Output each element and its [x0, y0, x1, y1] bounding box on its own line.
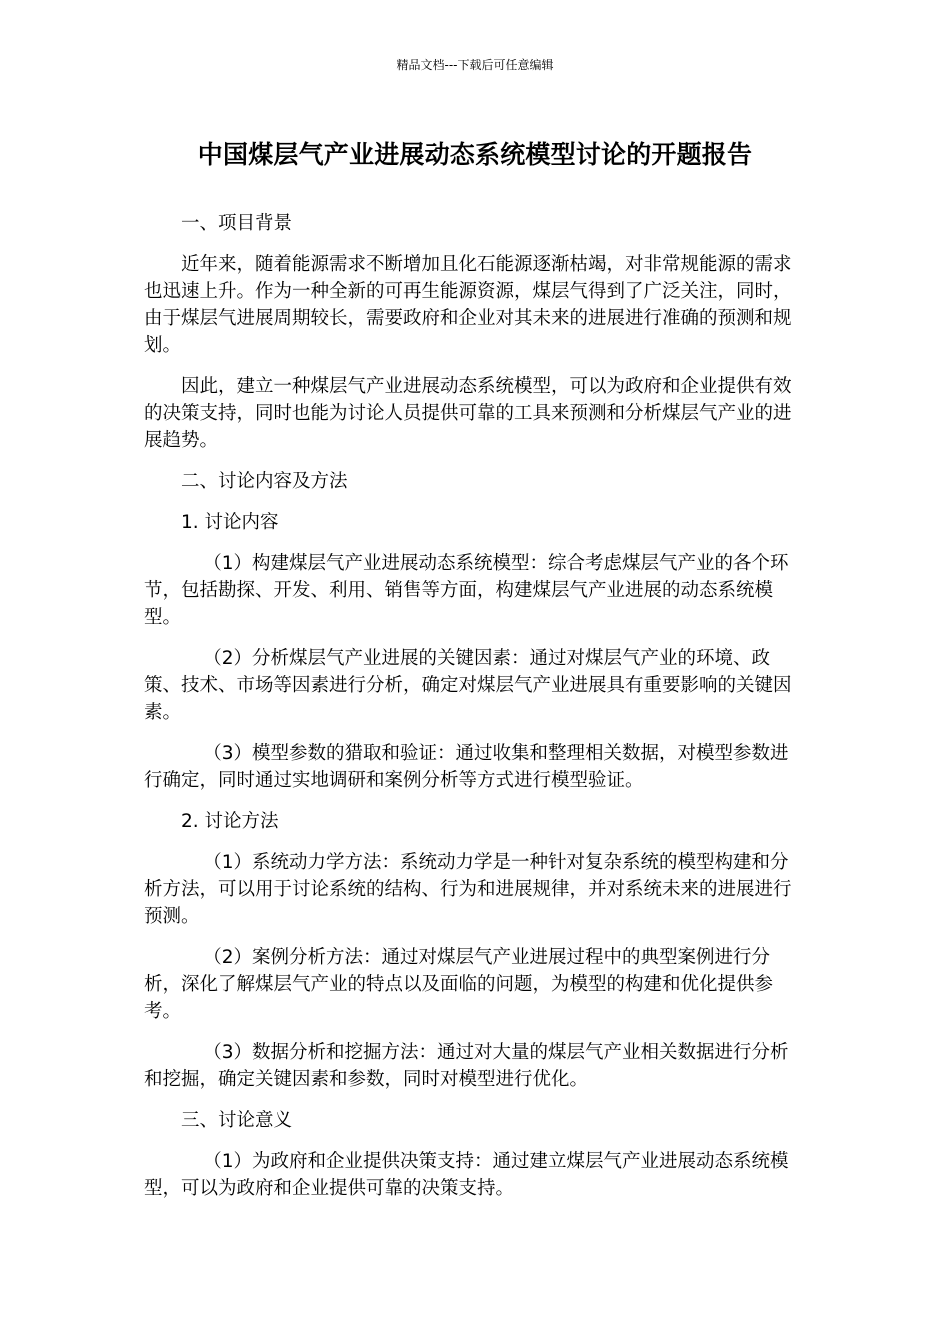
section-heading-significance: 三、讨论意义 [181, 1110, 293, 1131]
list-item-method-2: （2）案例分析方法：通过对煤层气产业进展过程中的典型案例进行分析，深化了解煤层气产业的特点以及面临的问题，为模型的构建和优化提供参考。 [144, 947, 774, 1022]
section-heading-content-method: 二、讨论内容及方法 [181, 471, 348, 492]
list-item-significance-1: （1）为政府和企业提供决策支持：通过建立煤层气产业进展动态系统模型，可以为政府和企业提供可靠的决策支持。 [144, 1151, 789, 1199]
list-item-content-2: （2）分析煤层气产业进展的关键因素：通过对煤层气产业的环境、政策、技术、市场等因素进行分析，确定对煤层气产业进展具有重要影响的关键因素。 [144, 648, 792, 723]
list-item-method-3: （3）数据分析和挖掘方法：通过对大量的煤层气产业相关数据进行分析和挖掘，确定关键因素和参数，同时对模型进行优化。 [144, 1042, 789, 1090]
page-header-watermark: 精品文档---下载后可任意编辑 [396, 58, 554, 72]
list-item-content-3: （3）模型参数的猎取和验证：通过收集和整理相关数据，对模型参数进行确定，同时通过实地调研和案例分析等方式进行模型验证。 [144, 743, 789, 791]
paragraph-background-2: 因此，建立一种煤层气产业进展动态系统模型，可以为政府和企业提供有效的决策支持，同时也能为讨论人员提供可靠的工具来预测和分析煤层气产业的进展趋势。 [144, 376, 792, 451]
document-body [144, 210, 804, 1216]
paragraph-background-1: 近年来，随着能源需求不断增加且化石能源逐渐枯竭，对非常规能源的需求也迅速上升。作为一种全新的可再生能源资源，煤层气得到了广泛关注，同时，由于煤层气进展周期较长，需要政府和企业对其未来的进展进行准确的预测和规划。 [144, 254, 792, 356]
document-title: 中国煤层气产业进展动态系统模型讨论的开题报告 [197, 140, 753, 169]
subheading-content: 1. 讨论内容 [181, 512, 279, 533]
list-item-content-1: （1）构建煤层气产业进展动态系统模型：综合考虑煤层气产业的各个环节，包括勘探、开发、利用、销售等方面，构建煤层气产业进展的动态系统模型。 [144, 553, 789, 628]
subheading-method: 2. 讨论方法 [181, 811, 279, 832]
list-item-method-1: （1）系统动力学方法：系统动力学是一种针对复杂系统的模型构建和分析方法，可以用于讨论系统的结构、行为和进展规律，并对系统未来的进展进行预测。 [144, 852, 792, 927]
section-heading-background: 一、项目背景 [181, 213, 293, 234]
